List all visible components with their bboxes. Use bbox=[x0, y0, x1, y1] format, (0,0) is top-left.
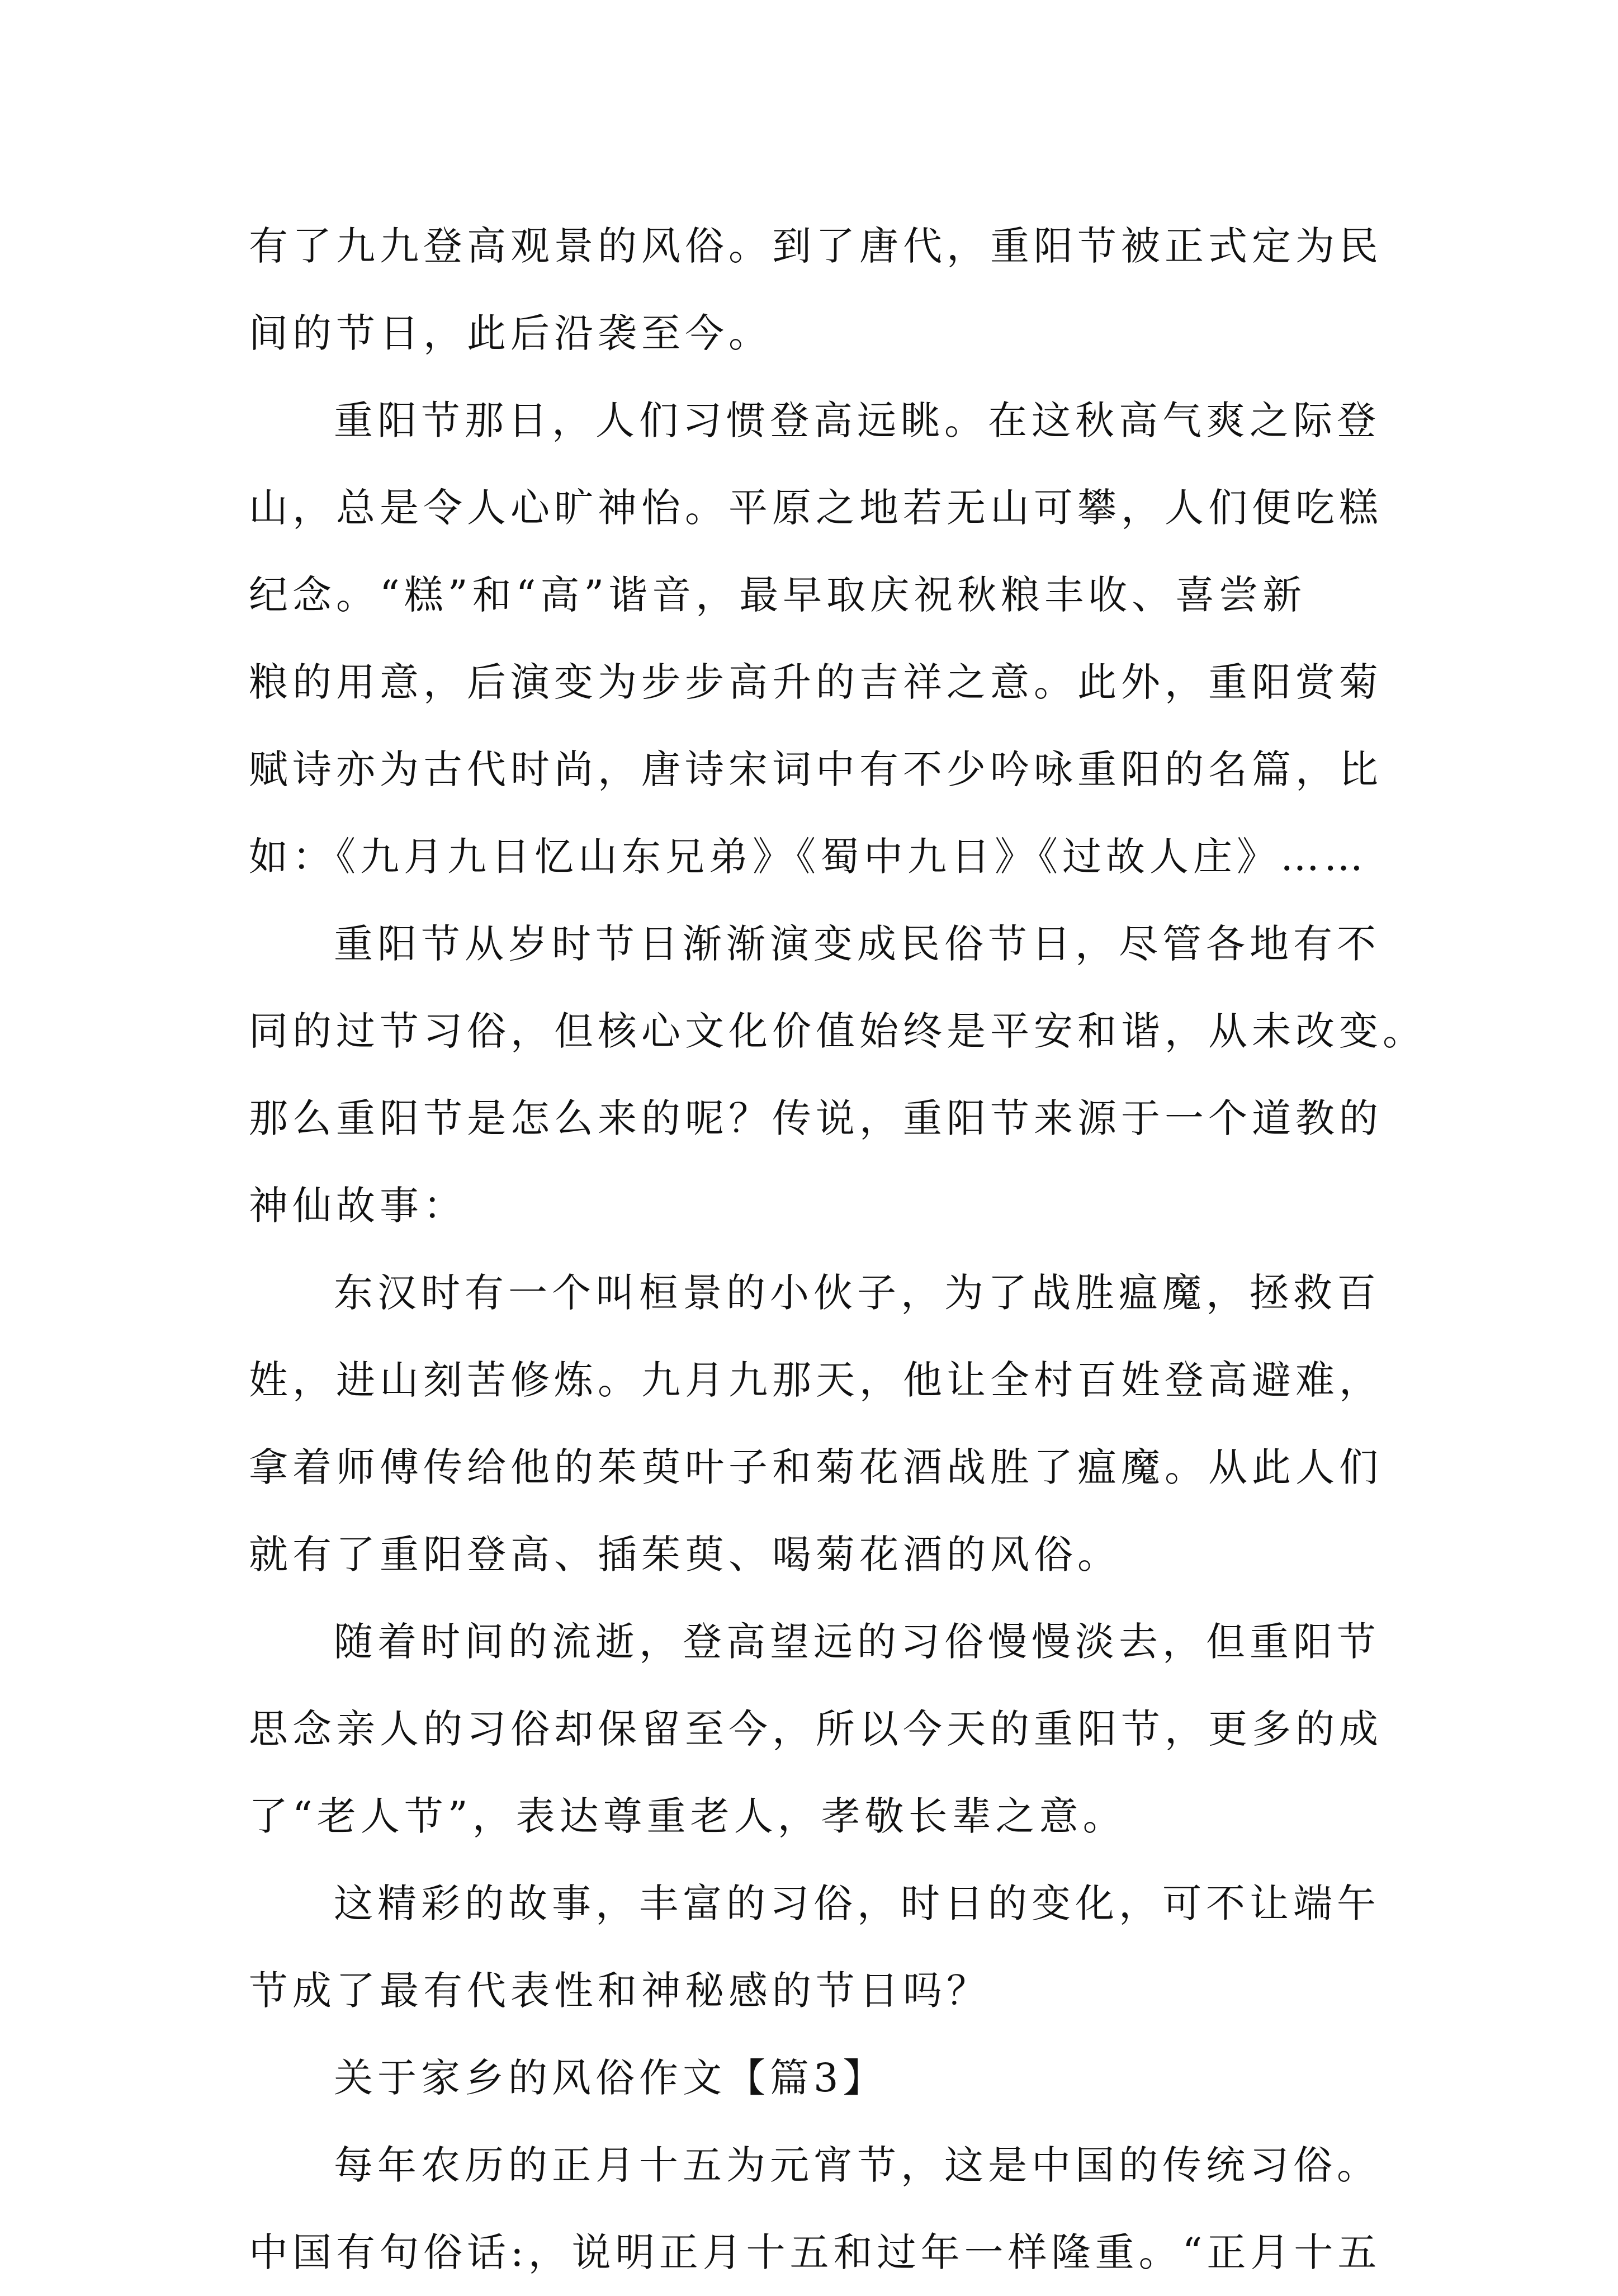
text-line: 同的过节习俗，但核心文化价值始终是平安和谐，从未改变。 bbox=[249, 1008, 1426, 1054]
text-line: 那么重阳节是怎么来的呢？传说，重阳节来源于一个道教的 bbox=[249, 1095, 1383, 1141]
text-line: 姓，进山刻苦修炼。九月九那天，他让全村百姓登高避难， bbox=[249, 1357, 1383, 1403]
text-line: 节成了最有代表性和神秘感的节日吗？ bbox=[249, 1968, 990, 2014]
text-line: 粮的用意，后演变为步步高升的吉祥之意。此外，重阳赏菊 bbox=[249, 659, 1383, 705]
text-line: 思念亲人的习俗却保留至今，所以今天的重阳节，更多的成 bbox=[249, 1706, 1383, 1752]
text-line: 东汉时有一个叫桓景的小伙子，为了战胜瘟魔，拯救百 bbox=[334, 1270, 1380, 1316]
text-line: 重阳节从岁时节日渐渐演变成民俗节日，尽管各地有不 bbox=[334, 921, 1380, 967]
text-line: 纪念。“糕”和“高”谐音，最早取庆祝秋粮丰收、喜尝新 bbox=[249, 572, 1307, 618]
text-line: 重阳节那日，人们习惯登高远眺。在这秋高气爽之际登 bbox=[334, 398, 1380, 443]
text-line: 拿着师傅传给他的茱萸叶子和菊花酒战胜了瘟魔。从此人们 bbox=[249, 1444, 1383, 1490]
text-line: 如：《九月九日忆山东兄弟》《蜀中九日》《过故人庄》…… bbox=[249, 834, 1368, 880]
text-line: 有了九九登高观景的风俗。到了唐代，重阳节被正式定为民 bbox=[249, 223, 1383, 269]
text-line: 随着时间的流逝，登高望远的习俗慢慢淡去，但重阳节 bbox=[334, 1619, 1380, 1665]
text-line: 了“老人节”，表达尊重老人，孝敬长辈之意。 bbox=[249, 1793, 1127, 1839]
text-line: 赋诗亦为古代时尚，唐诗宋词中有不少吟咏重阳的名篇，比 bbox=[249, 747, 1383, 792]
text-line: 间的节日，此后沿袭至今。 bbox=[249, 310, 772, 356]
text-line: 这精彩的故事，丰富的习俗，时日的变化，可不让端午 bbox=[334, 1881, 1380, 1926]
section-heading: 关于家乡的风俗作文【篇3】 bbox=[334, 2055, 887, 2101]
text-line: 每年农历的正月十五为元宵节，这是中国的传统习俗。 bbox=[334, 2142, 1380, 2188]
text-line: 山，总是令人心旷神怡。平原之地若无山可攀，人们便吃糕 bbox=[249, 485, 1383, 531]
text-line: 神仙故事： bbox=[249, 1183, 467, 1229]
text-line: 中国有句俗话:，说明正月十五和过年一样隆重。“正月十五 bbox=[249, 2229, 1382, 2275]
text-line: 就有了重阳登高、插茱萸、喝菊花酒的风俗。 bbox=[249, 1532, 1121, 1577]
document-body bbox=[249, 202, 1426, 2296]
